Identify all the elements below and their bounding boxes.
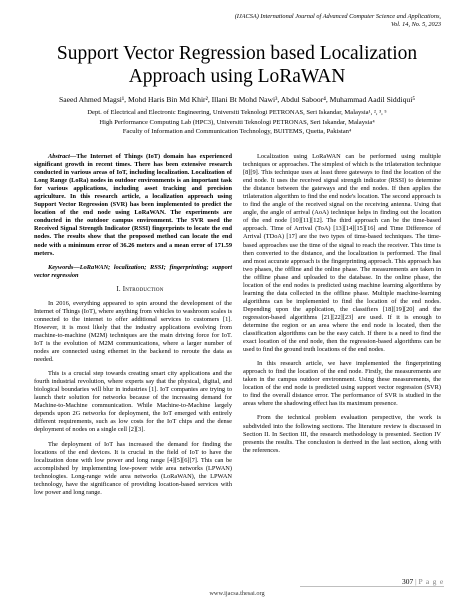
right-column <box>243 153 441 461</box>
affiliation-1: Dept. of Electrical and Electronic Engineering, Universiti Teknologi PETRONAS, Seri Iskandar, Malaysia¹, ², ³, ⁵ <box>87 109 387 116</box>
affiliation-2: High Performance Computing Lab (HPC3), Universiti Teknologi PETRONAS, Seri Iskandar, Malaysia⁴ <box>99 118 375 126</box>
journal-header <box>141 13 441 29</box>
abstract <box>34 153 232 258</box>
abstract-label: Abstract— <box>48 153 77 160</box>
keywords-label: Keywords— <box>48 263 80 271</box>
affiliation-3: Faculty of Information and Communication Technology, BUITEMS, Quetta, Pakistan⁴ <box>122 128 352 135</box>
paragraph: The deployment of IoT has increased the demand for finding the locations of the end devices. It is crucial in the field of IoT to have the localization done with low power and long range [4][5][6][7]. This can be accomplished by implementing low-power wide area networks (LPWAN) technologies. Long-range wide area networks (LoRaWAN), the LPWAN technology, have the significance of providing location-based services with low power and long range. <box>34 440 232 496</box>
section-heading-introduction: I. Introduction <box>116 285 164 293</box>
abstract-text: The Internet of Things (IoT) domain has experienced significant growth in recent times. There has been extensive research conducted in various areas of IoT, including localization. Localization of Long Range (LoRa) nodes in outdoor environments is an important task for various applications, including asset tracking and precision agriculture. In this research article, a localization approach using Support Vector Regression (SVR) has been implemented to predict the location of the end node using LoRaWAN. The experiments are conducted in the outdoor campus environment. The SVR used the Received Signal Strength Indicator (RSSI) fingerprints to locate the end nodes. The results show that the proposed method can locate the end node with a minimum error of 36.26 meters and a mean error of 171.59 meters. <box>34 153 232 257</box>
page-word: P a g e <box>418 577 444 586</box>
keywords <box>34 264 232 280</box>
paragraph: In this research article, we have implemented the fingerprinting approach to find the location of the end node. Firstly, the measurements are taken in the campus outdoor environment. Using these measurements, the location of the end node is predicted using support vector regression (SVR) to find the overall distance error. The performance of SVR is studied in the areas where the shadowing effect has its maximum presence. <box>243 360 441 408</box>
paragraph: In 2016, everything appeared to spin around the development of the Internet of Things (IoT), where anything from vehicles to washroom scales is connected to the internet to offer additional services to customers [1]. However, it is most likely that the industry applications evolving from machine-to-machine (M2M) techniques are the main driving force for IoT. IoT is the evolution of M2M communications, where a larger number of nodes are connected using ethernet in the backend to reroute the data as needed. <box>34 299 232 364</box>
affiliations <box>40 108 434 137</box>
journal-volume: Vol. 14, No. 5, 2023 <box>390 21 441 28</box>
paragraph: This is a crucial step towards creating smart city applications and the fourth industrial revolution, where experts say that the physical, digital, and biological boundaries will blur in industries [1]. IoT companies are trying to launch their solution for networks because of the increasing demand for Machine-to-Machine communication. While Machine-to-Machine largely depends upon 2G networks for deployment, the IoT emerged with entirely different requirements, such as low costs for the IoT chips and the dense deployment of nodes on a single cell [2][3]. <box>34 370 232 434</box>
title-line-1: Support Vector Regression based Localization <box>56 43 418 64</box>
left-column <box>34 153 232 503</box>
paper-title <box>30 42 444 88</box>
footer-divider <box>300 586 444 587</box>
page-number <box>402 577 444 586</box>
paragraph: Localization using LoRaWAN can be performed using multiple techniques or approaches. The simplest of which is the trilateration technique [8][9]. This technique uses at least three gateways to find the location of the end node. It uses the received signal strength indicator (RSSI) to determine the distance between the gateways and the end nodes. If then applies the trilateration algorithm to find the end node's location. The second approach is to find the angle of the received signal on the receiving antenna. Using that angle, the angle of arrival (AoA) technique helps in finding out the location of the end node [10][11][12]. The third approach can be the time-based approach. Time of Arrival (ToA) [13][14][15][16] and Time Difference of Arrival (TDoA) [17] are the two types of time-based techniques. The time-based approaches use the time of the signal to reach the receiver. This time is then converted to the distance, and the localization is performed. The final and most accurate approach is the fingerprinting approach. This approach has two phases, the offline and the online phase. The measurements are taken in the offline phase and uploaded to the database. In the online phase, the location of the end nodes is predicted using machine learning algorithms by learning the data collected in the offline phase. Multiple machine-learning algorithms can be implemented to find the location of the end nodes. Depending upon the application, the classifiers [18][19][20] and the regression-based algorithms [21][22][23] are used. If it is enough to determine the region or an area where the end node is located, then the classification algorithms can be the easy catch. If there is a need to find the exact location of the end node, then the regression-based algorithms can be used to find the ground truth locations of the end nodes. <box>243 153 441 354</box>
page-number-value: 307 <box>401 577 414 586</box>
footer-url: www.ijacsa.thesai.org <box>209 590 265 597</box>
keywords-text: LoRaWAN; localization; RSSI; fingerprinting; support vector regression <box>34 263 232 279</box>
journal-name: (IJACSA) International Journal of Advanced Computer Science and Applications, <box>234 13 441 20</box>
title-line-2: Approach using LoRaWAN <box>128 66 346 87</box>
page-separator: | <box>413 577 419 586</box>
paragraph: From the technical problem evaluation perspective, the work is subdivided into the following sections. The literature review is discussed in Section II. In Section III, the research methodology is presented. Section IV presents the results. The conclusion is derived in the last section, along with the references. <box>243 414 441 454</box>
author-list: Saeed Ahmed Magsi¹, Mohd Haris Bin Md Khir², Illani Bt Mohd Nawi³, Abdul Saboor⁴, Muhammad Aadil Siddiqui⁵ <box>59 95 415 104</box>
